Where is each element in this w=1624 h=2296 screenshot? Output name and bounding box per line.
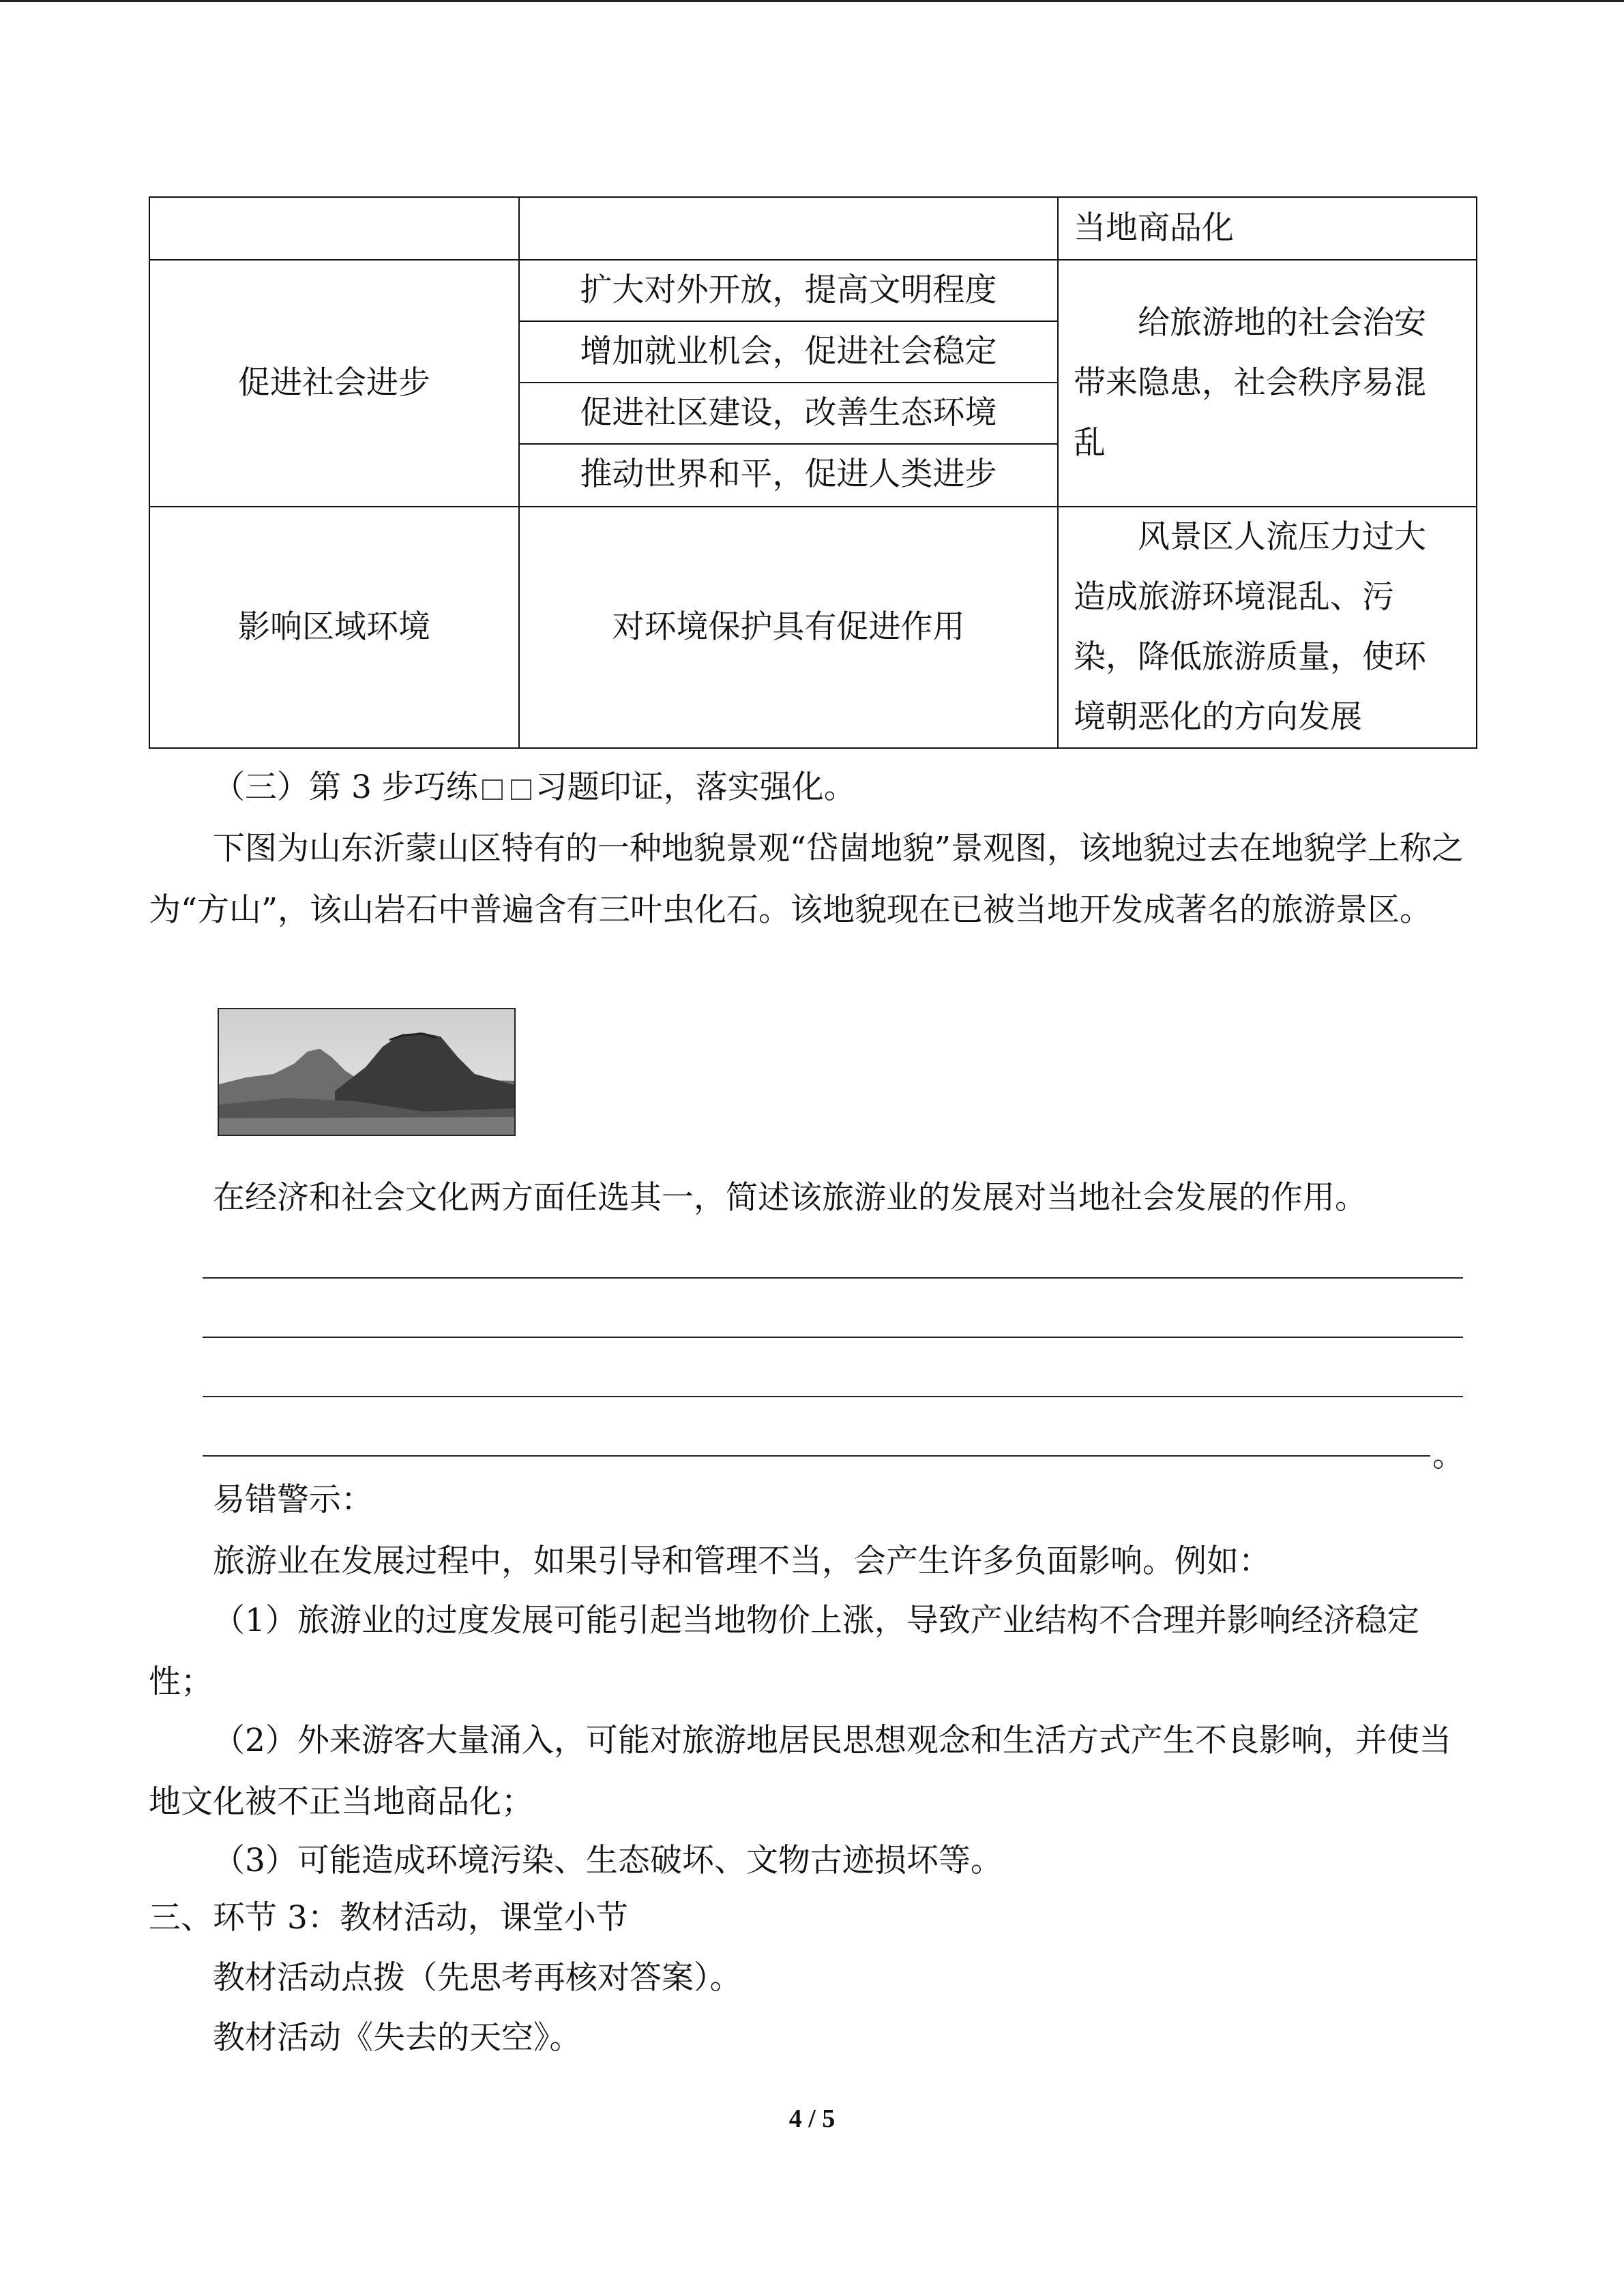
activity-name: 教材活动《失去的天空》。	[213, 2019, 582, 2057]
section3-title: 三、环节 3：教材活动，课堂小节	[149, 1899, 628, 1937]
table-cell	[1058, 260, 1477, 507]
list-item: 推动世界和平，促进人类进步	[580, 456, 997, 493]
cell-text: 给旅游地的社会治安带来隐患，社会秩序易混乱	[1074, 304, 1426, 462]
question-prompt: 在经济和社会文化两方面任选其一，简述该旅游业的发展对当地社会发展的作用。	[213, 1179, 1367, 1217]
square-glyph	[482, 779, 503, 800]
warning-item-1: （1）旅游业的过度发展可能引起当地物价上涨，导致产业结构不合理并影响经济稳定性；	[149, 1602, 1419, 1701]
table-cell: 对环境保护具有促进作用	[519, 507, 1058, 748]
answer-line	[203, 1396, 1463, 1397]
table-row	[149, 260, 1477, 507]
mountain-landscape-image	[219, 1009, 516, 1136]
step3-prefix: （三）第 3 步巧练	[213, 769, 478, 806]
landform-photo	[218, 1008, 516, 1136]
table-cell-heading: 促进社会进步	[149, 260, 519, 507]
warning-item-3: （3）可能造成环境污染、生态破坏、文物古迹损坏等。	[213, 1842, 1003, 1879]
list-item: 增加就业机会，促进社会稳定	[520, 322, 1057, 383]
question-intro: 下图为山东沂蒙山区特有的一种地貌景观“岱崮地貌”景观图，该地貌过去在地貌学上称之为“方山”，该山岩石中普遍含有三叶虫化石。该地貌现在已被当地开发成著名的旅游景区。	[149, 830, 1464, 929]
table-cell	[149, 197, 519, 260]
table-cell: 当地商品化	[1058, 197, 1477, 260]
square-glyph	[511, 779, 531, 800]
list-item: 扩大对外开放，提高文明程度	[520, 260, 1057, 322]
warning-item-2: （2）外来游客大量涌入，可能对旅游地居民思想观念和生活方式产生不良影响，并使当地文化被不正当地商品化；	[149, 1722, 1451, 1821]
table-row	[149, 197, 1477, 260]
answer-line	[203, 1277, 1463, 1279]
answer-end-mark: 。	[1432, 1437, 1464, 1474]
list-item: 促进社区建设，改善生态环境	[520, 383, 1057, 445]
table-cell	[1058, 507, 1477, 748]
warning-title: 易错警示：	[213, 1481, 373, 1519]
table-cell	[519, 197, 1058, 260]
cell-text: 风景区人流压力过大造成旅游环境混乱、污染，降低旅游质量，使环境朝恶化的方向发展	[1074, 518, 1426, 736]
step3-suffix: 习题印证，落实强化。	[535, 769, 856, 806]
impact-table	[149, 196, 1477, 749]
table-row	[149, 507, 1477, 748]
section-step3-heading	[149, 757, 1476, 818]
warning-intro: 旅游业在发展过程中，如果引导和管理不当，会产生许多负面影响。例如：	[213, 1542, 1271, 1580]
activity-hint: 教材活动点拨（先思考再核对答案）。	[213, 1959, 742, 1997]
page-top-border	[0, 0, 1624, 2]
answer-line	[203, 1455, 1430, 1457]
table-cell-heading: 影响区域环境	[149, 507, 519, 748]
answer-line	[203, 1337, 1463, 1338]
table-cell-list	[519, 260, 1058, 507]
page-number: 4 / 5	[788, 2104, 836, 2133]
